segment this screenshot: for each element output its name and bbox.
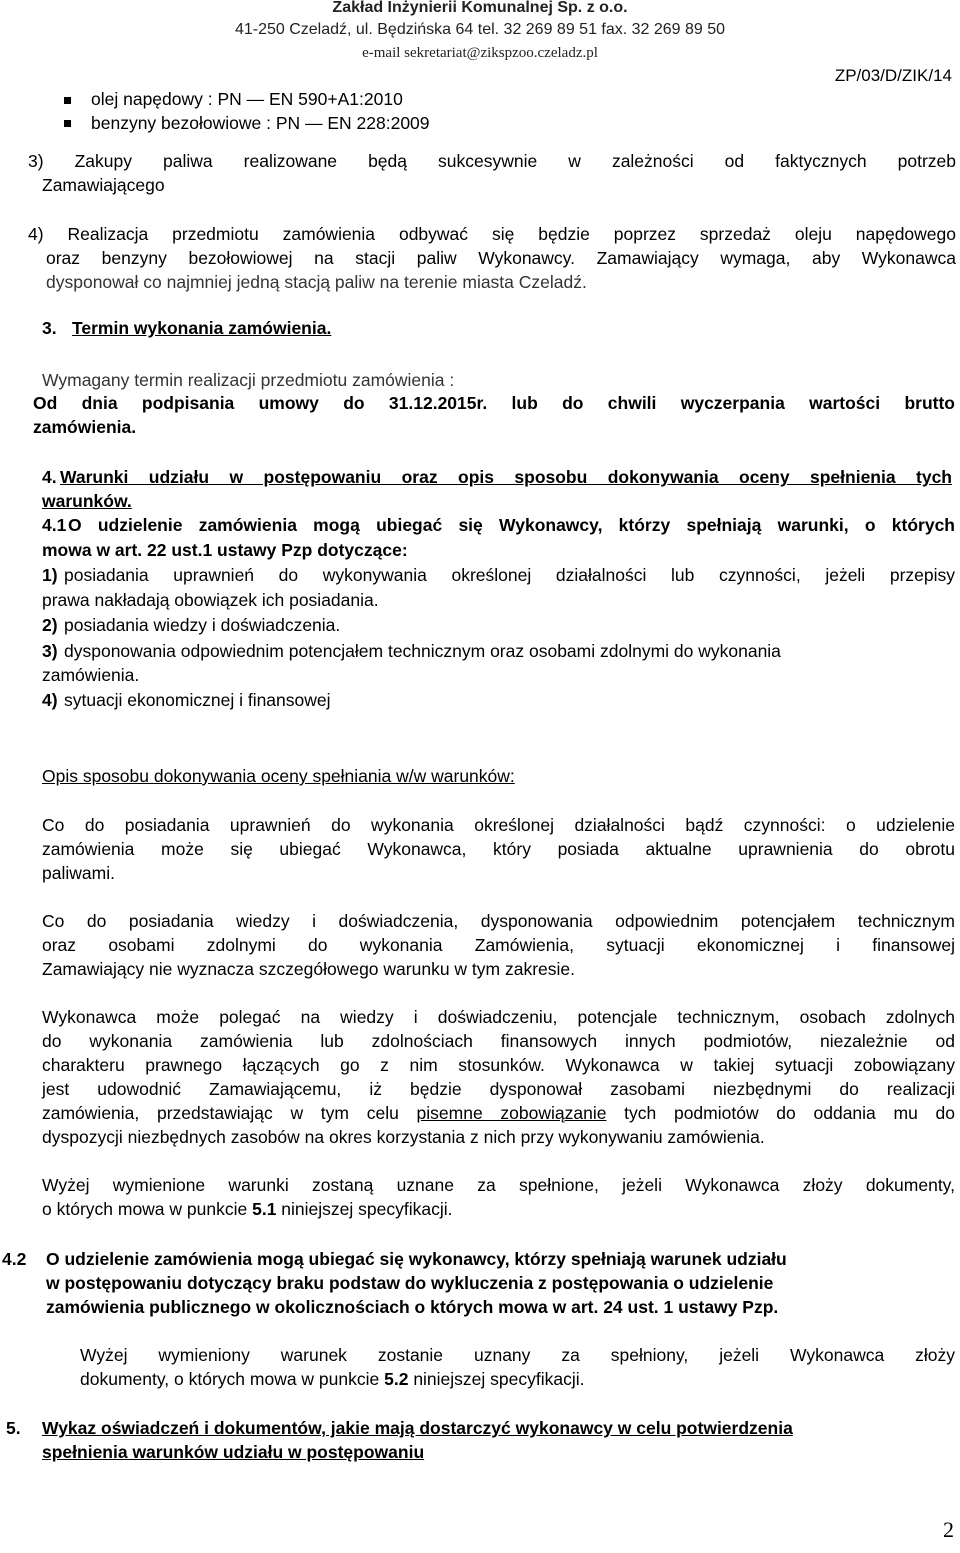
paragraph-line: zamówienia może się ubiegać Wykonawca, który posiada aktualne uprawnienia do obrotu <box>42 839 955 859</box>
paragraph-text: niniejszej specyfikacji. <box>276 1199 453 1219</box>
document-reference: ZP/03/D/ZIK/14 <box>834 66 952 85</box>
item4-line: 4) Realizacja przedmiotu zamówienia odbywać się będzie poprzez sprzedaż oleju napędowego <box>28 224 956 244</box>
paragraph-line: paliwami. <box>42 863 115 883</box>
fuel-list-item: benzyny bezołowiowe : PN — EN 228:2009 <box>91 113 430 133</box>
paragraph-line <box>42 1197 452 1221</box>
item3-line: 3) Zakupy paliwa realizowane będą sukcesywnie w zależności od faktycznych potrzeb <box>28 151 956 171</box>
paragraph-line: Wykonawca może polegać na wiedzy i doświadczeniu, potencjale technicznym, osobach zdolnych <box>42 1007 955 1027</box>
paragraph-line: Zamawiający nie wyznacza szczegółowego warunku w tym zakresie. <box>42 959 575 979</box>
paragraph-text: dokumenty, o których mowa w punkcie <box>80 1369 385 1389</box>
subsection-number: 4.2 <box>2 1249 27 1269</box>
condition-number: 4) <box>42 690 58 710</box>
subsection-title: mowa w art. 22 ust.1 ustawy Pzp dotyczące: <box>42 540 408 560</box>
paragraph-line <box>42 1101 955 1125</box>
condition-number: 2) <box>42 615 58 635</box>
paragraph-line: do wykonania zamówienia lub zdolnościach finansowych innych podmiotów, niezależnie od <box>42 1031 955 1051</box>
reference-number: 5.2 <box>384 1369 409 1389</box>
fuel-list-item: olej napędowy : PN — EN 590+A1:2010 <box>91 89 403 109</box>
term-label: Wymagany termin realizacji przedmiotu zamówienia : <box>42 370 455 390</box>
term-value: Od dnia podpisania umowy do 31.12.2015r. lub do chwili wyczerpania wartości brutto <box>33 393 955 413</box>
paragraph-line: Co do posiadania wiedzy i doświadczenia, dysponowania odpowiednim potencjałem technicznym <box>42 911 955 931</box>
paragraph-text: niniejszej specyfikacji. <box>408 1369 585 1389</box>
paragraph-line: jest udowodnić Zamawiającemu, iż będzie dysponował zasobami niezbędnymi do realizacji <box>42 1079 955 1099</box>
subsection-number: 4.1 <box>42 515 67 535</box>
paragraph-line: charakteru prawnego łączących go z nim stosunków. Wykonawca w takiej sytuacji zobowiązany <box>42 1055 955 1075</box>
company-name: Zakład Inżynierii Komunalnej Sp. z o.o. <box>332 0 628 16</box>
item3-line: Zamawiającego <box>42 175 165 195</box>
paragraph-line: oraz osobami zdolnymi do wykonania Zamówienia, sytuacji ekonomicznej i finansowej <box>42 935 955 955</box>
condition-number: 1) <box>42 565 58 585</box>
reference-number: 5.1 <box>252 1199 277 1219</box>
paragraph-text: tych podmiotów do oddania mu do <box>606 1103 955 1123</box>
paragraph-line: dyspozycji niezbędnych zasobów na okres korzystania z nich przy wykonywaniu zamówienia. <box>42 1127 765 1147</box>
assessment-heading: Opis sposobu dokonywania oceny spełniania w/w warunków: <box>42 766 515 786</box>
condition-text: dysponowania odpowiednim potencjałem technicznym oraz osobami zdolnymi do wykonania <box>64 641 781 661</box>
written-commitment-emphasis: pisemne zobowiązanie <box>416 1103 607 1123</box>
company-address: 41-250 Czeladź, ul. Będzińska 64 tel. 32 269 89 51 fax. 32 269 89 50 <box>234 21 726 38</box>
company-email: e-mail sekretariat@zikspzoo.czeladz.pl <box>362 45 598 61</box>
paragraph-text: o których mowa w punkcie <box>42 1199 253 1219</box>
bullet-icon <box>64 97 71 104</box>
section-number: 3. <box>42 318 57 338</box>
subsection-title: O udzielenie zamówienia mogą ubiegać się wykonawcy, którzy spełniają warunek udziału <box>46 1249 787 1269</box>
section-title: Warunki udziału w postępowaniu oraz opis sposobu dokonywania oceny spełnienia tych <box>60 467 952 487</box>
condition-text: posiadania uprawnień do wykonywania określonej działalności lub czynności, jeżeli przepisy <box>64 565 955 585</box>
section-number: 4. <box>42 467 57 487</box>
condition-text: sytuacji ekonomicznej i finansowej <box>64 690 331 710</box>
paragraph-line: Co do posiadania uprawnień do wykonania określonej działalności bądź czynności: o udzielenie <box>42 815 955 835</box>
subsection-title: w postępowaniu dotyczący braku podstaw do wykluczenia z postępowania o udzielenie <box>46 1273 774 1293</box>
paragraph-line: Wyżej wymieniony warunek zostanie uznany za spełniony, jeżeli Wykonawca złoży <box>80 1345 955 1365</box>
section-title: warunków. <box>42 491 132 511</box>
section-title: Wykaz oświadczeń i dokumentów, jakie mają dostarczyć wykonawcy w celu potwierdzenia <box>42 1418 793 1438</box>
condition-number: 3) <box>42 641 58 661</box>
section-title: spełnienia warunków udziału w postępowaniu <box>42 1442 425 1462</box>
paragraph-line <box>80 1367 585 1391</box>
item4-line: dysponował co najmniej jedną stacją paliw na terenie miasta Czeladź. <box>46 272 587 292</box>
section-number: 5. <box>6 1418 21 1438</box>
paragraph-line: Wyżej wymienione warunki zostaną uznane za spełnione, jeżeli Wykonawca złoży dokumenty, <box>42 1175 955 1195</box>
subsection-title: zamówienia publicznego w okolicznościach o których mowa w art. 24 ust. 1 ustawy Pzp. <box>46 1297 779 1317</box>
paragraph-text: zamówienia, przedstawiając w tym celu <box>42 1103 417 1123</box>
section-title: Termin wykonania zamówienia. <box>72 318 332 338</box>
condition-text: posiadania wiedzy i doświadczenia. <box>64 615 341 635</box>
term-value: zamówienia. <box>33 417 137 437</box>
condition-text: prawa nakładają obowiązek ich posiadania. <box>42 590 379 610</box>
page-number: 2 <box>943 1517 954 1542</box>
bullet-icon <box>64 120 71 127</box>
condition-text: zamówienia. <box>42 665 140 685</box>
item4-line: oraz benzyny bezołowiowej na stacji paliw Wykonawcy. Zamawiający wymaga, aby Wykonawca <box>46 248 956 268</box>
subsection-title: O udzielenie zamówienia mogą ubiegać się Wykonawcy, którzy spełniają warunki, o których <box>68 515 955 535</box>
